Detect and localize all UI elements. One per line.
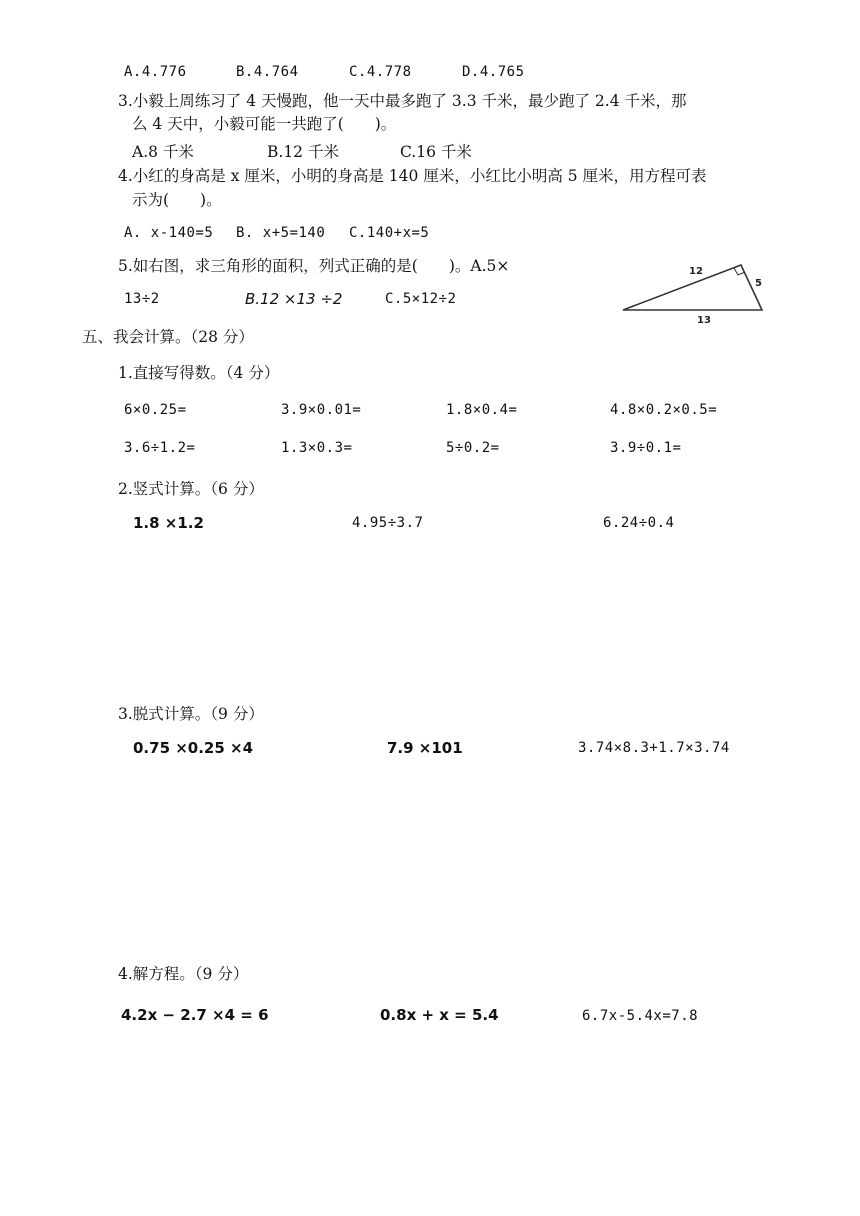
equation-item: 4.2x − 2.7 ×4 = 6 [121, 1006, 269, 1024]
part1-title: 1.直接写得数。（4 分） [118, 364, 280, 382]
section-five-title: 五、我会计算。（28 分） [82, 328, 254, 346]
choice-b: B.4.764 [236, 64, 299, 80]
right-triangle-figure [615, 255, 775, 330]
q4-option-a: A. x-140=5 [124, 225, 214, 241]
q3-option-a: A.8 千米 [132, 143, 194, 161]
q3-option-c: C.16 千米 [400, 143, 472, 161]
q3-line2: 么 4 天中，小毅可能一共跑了( )。 [132, 115, 397, 133]
stepwise-calc-item: 7.9 ×101 [387, 739, 463, 757]
q4-line2: 示为( )。 [132, 191, 222, 209]
vertical-calc-item: 6.24÷0.4 [603, 515, 675, 531]
part2-title: 2.竖式计算。（6 分） [118, 480, 264, 498]
choice-c: C.4.778 [349, 64, 412, 80]
equation-item: 0.8x + x = 5.4 [380, 1006, 499, 1024]
q4-line1: 4.小红的身高是 x 厘米，小明的身高是 140 厘米，小红比小明高 5 厘米，用方程可表 [118, 167, 707, 185]
q3-option-b: B.12 千米 [267, 143, 339, 161]
label-base: 13 [697, 315, 711, 326]
calc-item: 1.3×0.3= [281, 440, 353, 456]
vertical-calc-item: 1.8 ×1.2 [133, 514, 204, 532]
calc-item: 6×0.25= [124, 402, 187, 418]
label-leg: 5 [755, 278, 762, 289]
q5-option-b: B.12 ×13 ÷2 [245, 290, 343, 308]
part3-title: 3.脱式计算。（9 分） [118, 705, 264, 723]
choice-d: D.4.765 [462, 64, 525, 80]
calc-item: 1.8×0.4= [446, 402, 518, 418]
calc-item: 4.8×0.2×0.5= [610, 402, 718, 418]
q4-option-b: B. x+5=140 [236, 225, 326, 241]
q5-line1: 5.如右图，求三角形的面积，列式正确的是( )。A.5× [118, 257, 510, 275]
equation-item: 6.7x-5.4x=7.8 [582, 1008, 699, 1024]
calc-item: 3.9÷0.1= [610, 440, 682, 456]
stepwise-calc-item: 3.74×8.3+1.7×3.74 [578, 740, 730, 756]
calc-item: 5÷0.2= [446, 440, 500, 456]
q5-option-c: C.5×12÷2 [385, 291, 457, 307]
q4-option-c: C.140+x=5 [349, 225, 430, 241]
q5-option-a-cont: 13÷2 [124, 291, 160, 307]
label-hypotenuse: 12 [689, 266, 703, 277]
choice-a: A.4.776 [124, 64, 187, 80]
part4-title: 4.解方程。（9 分） [118, 965, 249, 983]
vertical-calc-item: 4.95÷3.7 [352, 515, 424, 531]
q3-line1: 3.小毅上周练习了 4 天慢跑，他一天中最多跑了 3.3 千米，最少跑了 2.4 千米，那 [118, 92, 687, 110]
stepwise-calc-item: 0.75 ×0.25 ×4 [133, 739, 254, 757]
calc-item: 3.9×0.01= [281, 402, 362, 418]
calc-item: 3.6÷1.2= [124, 440, 196, 456]
